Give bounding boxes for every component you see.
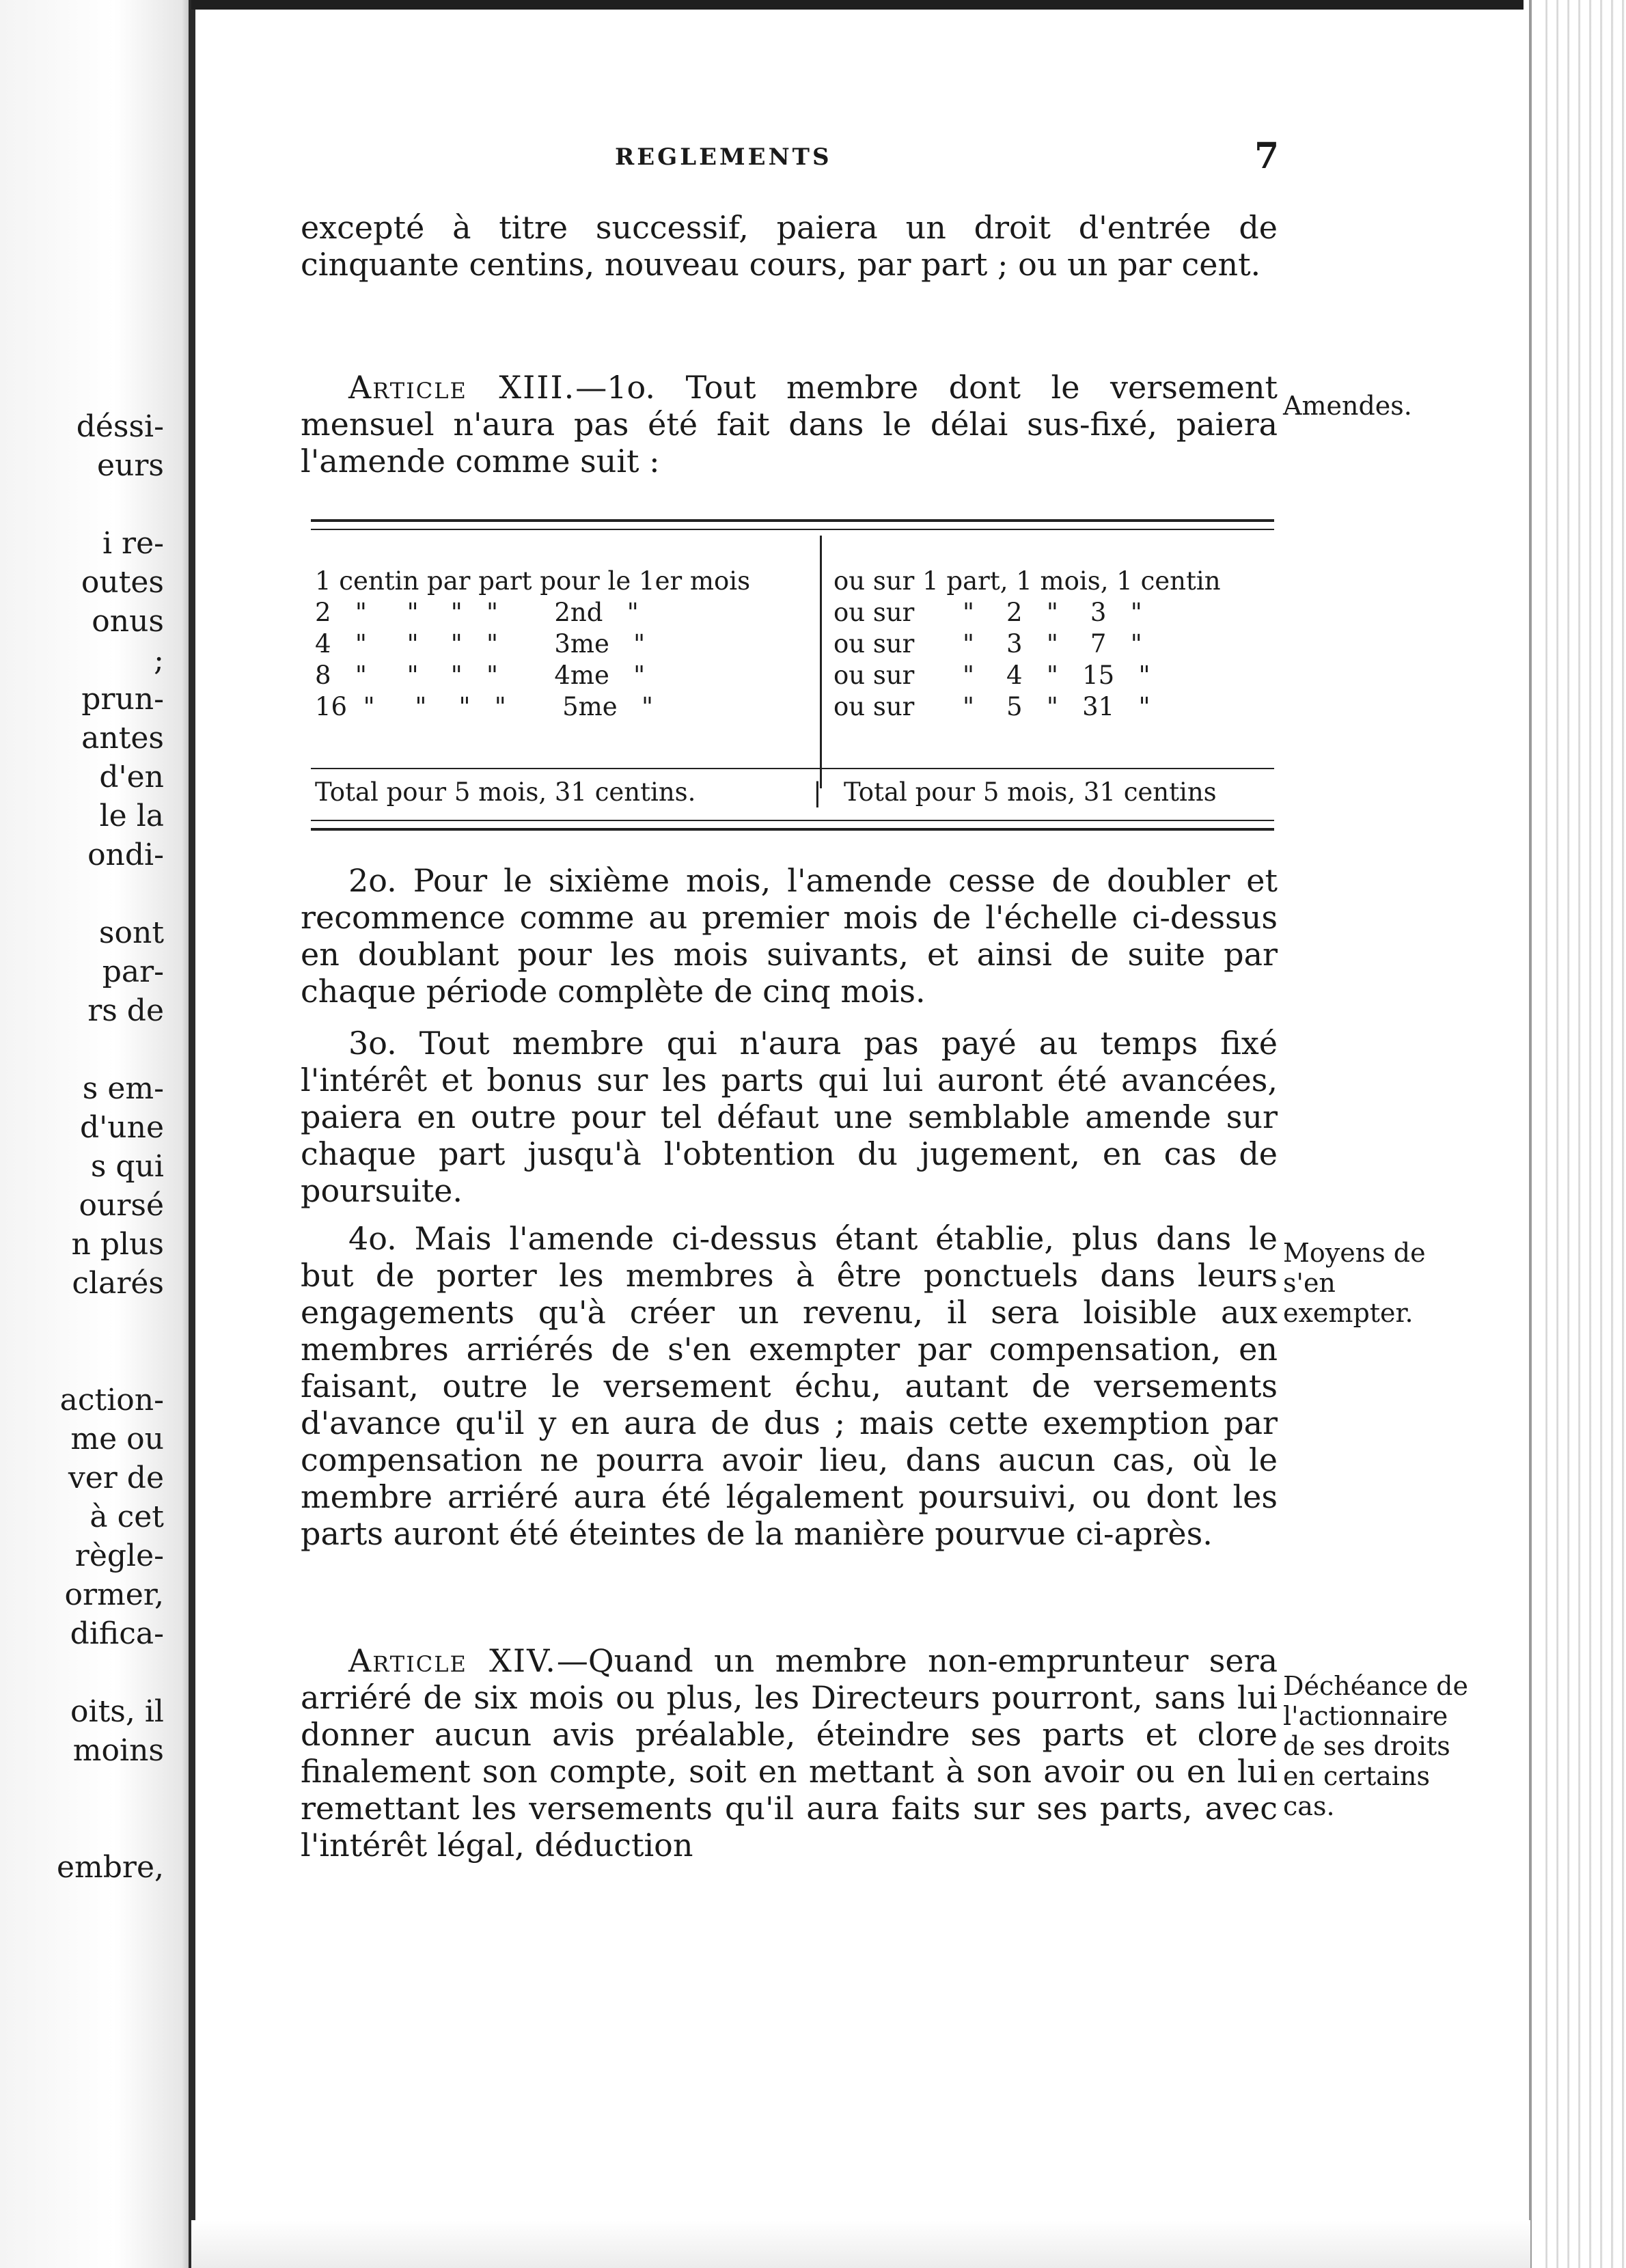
book-gutter [189,0,195,2268]
fragment-line: règle- [74,1539,164,1573]
right-row-4: ou sur " 4 " 15 " [833,661,1150,690]
paragraph-4o: 4o. Mais l'amende ci-dessus étant établie, plus dans le but de porter les membres à être ponctuels dans leurs engagements qu'à créer un revenu, il sera loisible aux membres arriérés de s'en exempter par compensation, en faisant, outre le versement échu, autant de versements d'avance qu'il y en aura de dus ; mais cette exemption par compensation ne pourra avoir lieu, dans aucun cas, où le membre arriéré aura été légalement poursuivi, ou dont les parts auront été éteintes de la manière pourvue ci-après. [301,1220,1278,1552]
fragment-line [0,877,164,916]
fragment-line: n plus [71,1228,164,1262]
table-top-rule [311,519,1274,522]
fragment-line: me ou [70,1422,164,1456]
fragment-line: i re- [102,527,164,561]
left-page-fragment-lines [0,410,164,1890]
fragment-line: déssi- [76,410,164,444]
fine-table [311,519,1274,840]
fragment-line: moins [72,1734,164,1768]
fragment-line: ormer, [64,1578,164,1612]
margin-note-decheance: Déchéance de l'actionnaire de ses droits en certains cas. [1283,1671,1468,1821]
fragment-line: s qui [90,1150,164,1184]
article-13-text: —1o. Tout membre dont le versement mensuel n'aura pas été fait dans le délai sus-fixé, paiera l'amende comme suit : [301,369,1278,480]
table-column-divider [820,536,822,788]
table-total-right: Total pour 5 mois, 31 centins [844,777,1217,807]
fragment-line: ver de [68,1461,164,1495]
right-row-3: ou sur " 3 " 7 " [833,629,1142,659]
left-row-2: 2 " " " " 2nd " [315,598,639,627]
fragment-line: antes [81,721,164,756]
scan-top-border [191,0,1524,10]
fragment-line: d'en [99,760,164,794]
page-number: 7 [1254,135,1280,177]
table-total-rule [311,768,1274,769]
table-bottom-rule [311,820,1274,821]
fragment-line: prun- [81,682,164,717]
fragment-line: s em- [82,1072,164,1106]
left-row-3: 4 " " " " 3me " [315,629,646,659]
article-14-paragraph [301,1642,1278,1864]
intro-paragraph: excepté à titre successif, paiera un droit d'entrée de cinquante centins, nouveau cours, par part ; ou un par cent. [301,209,1278,283]
fragment-line: outes [81,566,164,600]
fragment-line [0,488,164,527]
fragment-line [0,1033,164,1072]
fragment-line: ondi- [87,838,164,872]
paragraph-3o: 3o. Tout membre qui n'aura pas payé au temps fixé l'intérêt et bonus sur les parts qui lui auront été avancées, paiera en outre pour tel défaut une semblable amende sur chaque part jusqu'à l'obtention du jugement, en cas de poursuite. [301,1025,1278,1209]
fragment-line: d'une [80,1111,164,1145]
fragment-line [0,1305,164,1344]
bottom-shadow [191,2220,1530,2268]
fragment-line [0,1773,164,1812]
fragment-line: à cet [89,1500,164,1534]
fragment-line: le la [99,799,164,833]
fragment-line [0,1344,164,1383]
left-row-5: 16 " " " " 5me " [315,692,653,721]
table-bottom-rule-2 [311,828,1274,831]
right-row-1: ou sur 1 part, 1 mois, 1 centin [833,566,1221,596]
right-page-edge-line [1529,0,1532,2268]
fragment-line [0,1656,164,1695]
table-total-separator: | [813,777,822,807]
fragment-line: onus [92,605,164,639]
running-header: REGLEMENTS [615,143,832,171]
fragment-line: action- [59,1383,164,1418]
article-14-text: —Quand un membre non-emprunteur sera arriéré de six mois ou plus, les Directeurs pourront, sans lui donner aucun avis préalable, éteindre ses parts et clore finalement son compte, soit en mettant à son avoir ou en lui remettant les versements qu'il aura faits sur ses parts, avec l'intérêt légal, déduction [301,1642,1278,1864]
fragment-line: ; [154,644,164,678]
left-row-4: 8 " " " " 4me " [315,661,646,690]
margin-note-moyens: Moyens de s'en exempter. [1283,1238,1426,1328]
article-14-label: Article XIV. [348,1642,557,1679]
fragment-line: par- [102,955,164,989]
fragment-line [0,1812,164,1851]
fragment-line: difica- [70,1617,164,1651]
fragment-line: oursé [79,1189,164,1223]
fragment-line: eurs [97,449,164,483]
table-total-left: Total pour 5 mois, 31 centins. [315,777,696,807]
article-13-paragraph [301,369,1278,480]
stacked-page-edges [1537,0,1626,2268]
fragment-line: rs de [87,994,164,1028]
article-13-label: Article XIII. [348,369,576,406]
fragment-line: embre, [57,1851,164,1885]
fragment-line: oits, il [70,1695,164,1729]
fragment-line: sont [98,916,164,950]
right-row-5: ou sur " 5 " 31 " [833,692,1150,721]
margin-note-amendes: Amendes. [1283,391,1412,421]
left-row-1: 1 centin par part pour le 1er mois [315,566,751,596]
fragment-line: clarés [72,1267,164,1301]
table-top-rule-2 [311,529,1274,530]
right-row-2: ou sur " 2 " 3 " [833,598,1142,627]
paragraph-2o: 2o. Pour le sixième mois, l'amende cesse de doubler et recommence comme au premier mois de l'échelle ci-dessus en doublant pour les mois suivants, et ainsi de suite par chaque période complète de cinq mois. [301,862,1278,1010]
